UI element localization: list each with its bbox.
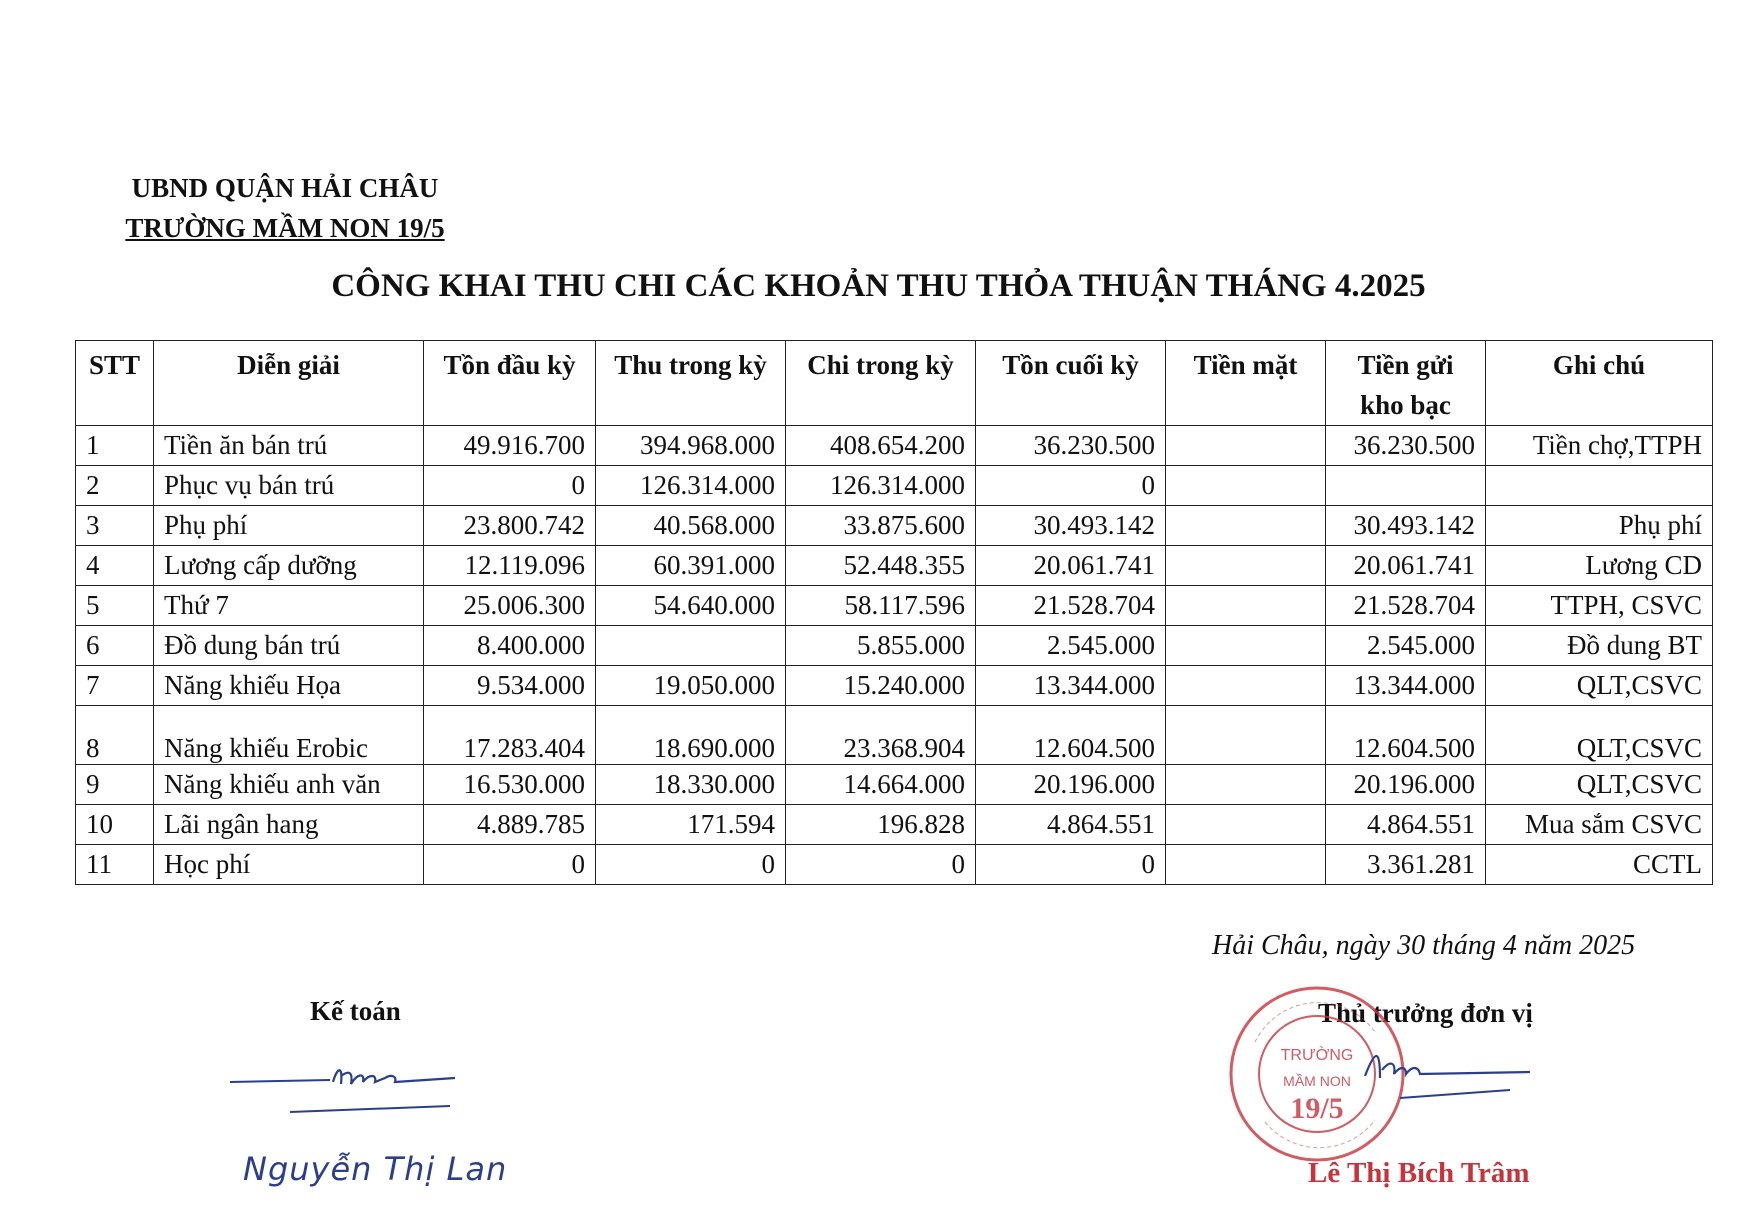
col-header-closing-balance: Tồn cuối kỳ <box>976 341 1166 426</box>
table-cell: Tiền chợ,TTPH <box>1486 426 1713 466</box>
table-cell: 13.344.000 <box>1326 666 1486 706</box>
table-cell: QLT,CSVC <box>1486 666 1713 706</box>
col-header-notes: Ghi chú <box>1486 341 1713 426</box>
table-row <box>76 626 1713 666</box>
table-cell: 394.968.000 <box>596 426 786 466</box>
table-cell <box>1166 666 1326 706</box>
table-cell: 4.889.785 <box>424 805 596 845</box>
table-cell: 23.368.904 <box>786 706 976 765</box>
table-cell <box>1326 466 1486 506</box>
table-cell: 58.117.596 <box>786 586 976 626</box>
table-row <box>76 586 1713 626</box>
table-cell: Đồ dung BT <box>1486 626 1713 666</box>
table-cell: Năng khiếu Erobic <box>154 706 424 765</box>
accountant-title: Kế toán <box>310 996 401 1026</box>
table-cell <box>1166 426 1326 466</box>
table-cell <box>1486 466 1713 506</box>
table-cell: 30.493.142 <box>976 506 1166 546</box>
table-cell: 8 <box>76 706 154 765</box>
table-cell: 0 <box>786 845 976 885</box>
table-cell: 0 <box>424 466 596 506</box>
table-cell: Lương CD <box>1486 546 1713 586</box>
table-cell: QLT,CSVC <box>1486 706 1713 765</box>
table-header-row <box>76 341 1713 426</box>
table-cell: 15.240.000 <box>786 666 976 706</box>
table-cell: 6 <box>76 626 154 666</box>
table-cell: 3 <box>76 506 154 546</box>
accountant-name: Nguyễn Thị Lan <box>243 1150 508 1188</box>
table-cell: 17.283.404 <box>424 706 596 765</box>
table-cell: 0 <box>976 845 1166 885</box>
table-cell: 33.875.600 <box>786 506 976 546</box>
table-cell: 4.864.551 <box>1326 805 1486 845</box>
table-cell: CCTL <box>1486 845 1713 885</box>
col-header-stt: STT <box>76 341 154 426</box>
table-cell: 9.534.000 <box>424 666 596 706</box>
table-row <box>76 805 1713 845</box>
table-row <box>76 765 1713 805</box>
table-cell: Phục vụ bán trú <box>154 466 424 506</box>
table-cell <box>1166 466 1326 506</box>
table-cell: 18.690.000 <box>596 706 786 765</box>
svg-text:19/5: 19/5 <box>1290 1092 1344 1125</box>
table-cell: 25.006.300 <box>424 586 596 626</box>
table-cell <box>1166 765 1326 805</box>
table-cell: 21.528.704 <box>976 586 1166 626</box>
col-header-treasury-deposit: Tiền gửi kho bạc <box>1326 341 1486 426</box>
table-cell <box>1166 845 1326 885</box>
table-cell: 171.594 <box>596 805 786 845</box>
table-cell: 0 <box>596 845 786 885</box>
table-cell: 20.061.741 <box>1326 546 1486 586</box>
table-cell: 0 <box>424 845 596 885</box>
table-cell: 14.664.000 <box>786 765 976 805</box>
head-title: Thủ trưởng đơn vị <box>1318 998 1533 1028</box>
table-cell: 7 <box>76 666 154 706</box>
finance-table <box>75 340 1713 885</box>
table-cell: 21.528.704 <box>1326 586 1486 626</box>
table-cell: QLT,CSVC <box>1486 765 1713 805</box>
table-cell: 16.530.000 <box>424 765 596 805</box>
table-cell: Phụ phí <box>154 506 424 546</box>
table-cell: 36.230.500 <box>976 426 1166 466</box>
col-header-description: Diễn giải <box>154 341 424 426</box>
table-cell: 54.640.000 <box>596 586 786 626</box>
table-cell: 1 <box>76 426 154 466</box>
table-cell: 30.493.142 <box>1326 506 1486 546</box>
col-header-opening-balance: Tồn đầu kỳ <box>424 341 596 426</box>
table-cell: 40.568.000 <box>596 506 786 546</box>
table-cell: 2.545.000 <box>976 626 1166 666</box>
table-cell: 19.050.000 <box>596 666 786 706</box>
table-cell: 0 <box>976 466 1166 506</box>
table-cell <box>1166 546 1326 586</box>
table-row <box>76 706 1713 765</box>
table-cell: 5.855.000 <box>786 626 976 666</box>
school-name: TRƯỜNG MẦM NON 19/5 <box>125 213 445 243</box>
table-cell: 2 <box>76 466 154 506</box>
table-cell: 5 <box>76 586 154 626</box>
table-row <box>76 466 1713 506</box>
table-cell: 12.604.500 <box>976 706 1166 765</box>
table-cell: 52.448.355 <box>786 546 976 586</box>
place-and-date: Hải Châu, ngày 30 tháng 4 năm 2025 <box>1212 930 1636 961</box>
table-cell: TTPH, CSVC <box>1486 586 1713 626</box>
table-cell: 8.400.000 <box>424 626 596 666</box>
table-cell: Học phí <box>154 845 424 885</box>
table-cell: 10 <box>76 805 154 845</box>
table-cell: 20.196.000 <box>1326 765 1486 805</box>
table-cell <box>1166 706 1326 765</box>
head-name: Lê Thị Bích Trâm <box>1308 1157 1530 1189</box>
table-cell: 36.230.500 <box>1326 426 1486 466</box>
table-row <box>76 546 1713 586</box>
table-row <box>76 426 1713 466</box>
table-cell: 60.391.000 <box>596 546 786 586</box>
table-cell: 12.119.096 <box>424 546 596 586</box>
table-cell: Đồ dung bán trú <box>154 626 424 666</box>
table-cell: Thứ 7 <box>154 586 424 626</box>
head-signature <box>1360 1040 1540 1100</box>
table-cell <box>1166 626 1326 666</box>
table-cell: Phụ phí <box>1486 506 1713 546</box>
table-cell: 12.604.500 <box>1326 706 1486 765</box>
issuing-organization <box>95 168 475 248</box>
table-cell <box>1166 506 1326 546</box>
table-body <box>76 426 1713 885</box>
table-cell: Lãi ngân hang <box>154 805 424 845</box>
table-cell: 4 <box>76 546 154 586</box>
table-cell: 196.828 <box>786 805 976 845</box>
table-cell: Tiền ăn bán trú <box>154 426 424 466</box>
table-cell: 49.916.700 <box>424 426 596 466</box>
table-cell: 3.361.281 <box>1326 845 1486 885</box>
table-cell: 126.314.000 <box>786 466 976 506</box>
table-row <box>76 666 1713 706</box>
table-cell: 20.196.000 <box>976 765 1166 805</box>
svg-text:MẦM NON: MẦM NON <box>1283 1073 1351 1089</box>
table-cell: Năng khiếu Họa <box>154 666 424 706</box>
table-cell: 13.344.000 <box>976 666 1166 706</box>
table-cell: 9 <box>76 765 154 805</box>
table-cell: 2.545.000 <box>1326 626 1486 666</box>
table-cell <box>1166 586 1326 626</box>
table-cell <box>1166 805 1326 845</box>
table-cell: 20.061.741 <box>976 546 1166 586</box>
table-cell: 4.864.551 <box>976 805 1166 845</box>
col-header-cash: Tiền mặt <box>1166 341 1326 426</box>
table-cell: Lương cấp dưỡng <box>154 546 424 586</box>
table-cell: Năng khiếu anh văn <box>154 765 424 805</box>
table-row <box>76 845 1713 885</box>
org-name: UBND QUẬN HẢI CHÂU <box>131 173 439 203</box>
table-cell <box>596 626 786 666</box>
table-cell: 23.800.742 <box>424 506 596 546</box>
table-cell: 408.654.200 <box>786 426 976 466</box>
col-header-receipts: Thu trong kỳ <box>596 341 786 426</box>
table-cell: 11 <box>76 845 154 885</box>
accountant-signature <box>225 1060 465 1120</box>
table-cell: 18.330.000 <box>596 765 786 805</box>
col-header-expenditures: Chi trong kỳ <box>786 341 976 426</box>
table-cell: 126.314.000 <box>596 466 786 506</box>
table-cell: Mua sắm CSVC <box>1486 805 1713 845</box>
table-row <box>76 506 1713 546</box>
document-title: CÔNG KHAI THU CHI CÁC KHOẢN THU THỎA THUẬN THÁNG 4.2025 <box>331 268 1426 304</box>
svg-text:TRƯỜNG: TRƯỜNG <box>1280 1047 1354 1064</box>
